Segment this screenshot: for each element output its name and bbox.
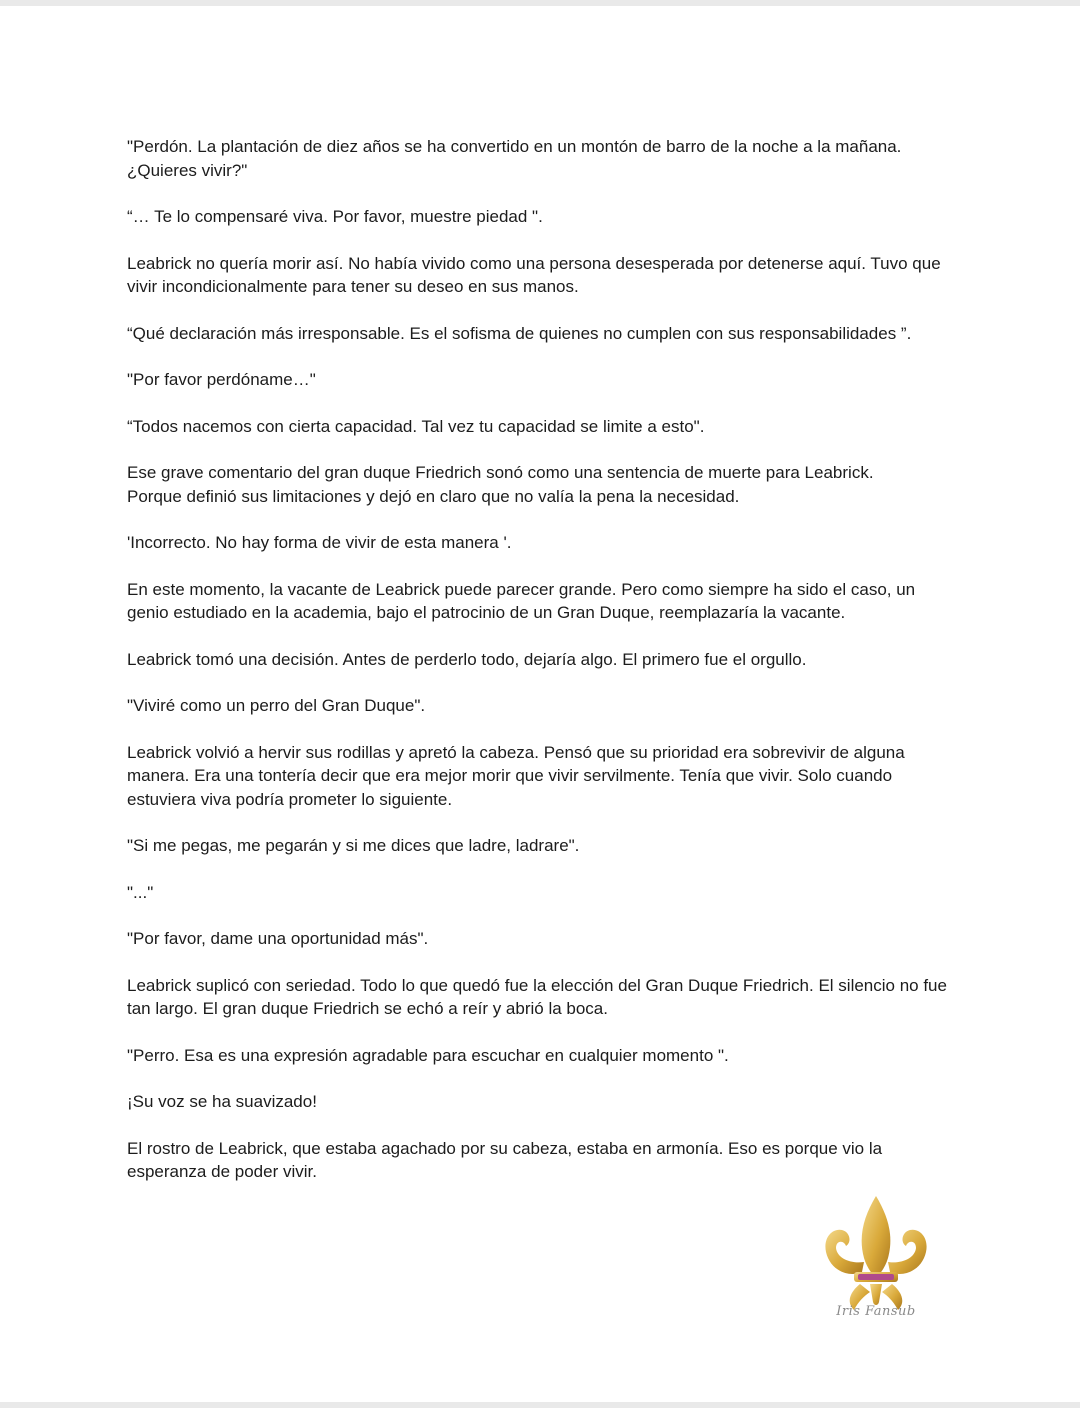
paragraph: "Si me pegas, me pegarán y si me dices que ladre, ladrare". <box>127 836 580 855</box>
paragraph: "Viviré como un perro del Gran Duque". <box>127 696 426 715</box>
paragraph: “… Te lo compensaré viva. Por favor, muestre piedad ". <box>127 207 543 226</box>
paragraph: "Por favor perdóname…" <box>127 370 316 389</box>
paragraph: “Qué declaración más irresponsable. Es el sofisma de quienes no cumplen con sus responsabilidades ”. <box>127 323 912 343</box>
paragraph: Leabrick suplicó con seriedad. Todo lo que quedó fue la elección del Gran Duque Friedrich. El silencio no fue tan largo. El gran duque Friedrich se echó a reír y abrió la boca. <box>127 975 947 1018</box>
signature: Iris Fansub <box>836 1304 916 1319</box>
paragraph: Ese grave comentario del gran duque Friedrich sonó como una sentencia de muerte para Leabrick. Porque definió sus limitaciones y dejó en claro que no valía la pena la necesidad. <box>127 463 874 506</box>
paragraph: Leabrick volvió a hervir sus rodillas y apretó la cabeza. Pensó que su prioridad era sobrevivir de alguna manera. Era una tontería decir que era mejor morir que vivir servilmente. Tenía que vivir. Solo cuando estuviera viva podría prometer lo siguiente. <box>127 742 905 809</box>
paragraph: Leabrick tomó una decisión. Antes de perderlo todo, dejaría algo. El primero fue el orgullo. <box>127 649 807 669</box>
document-page <box>0 6 1080 1402</box>
paragraph: El rostro de Leabrick, que estaba agachado por su cabeza, estaba en armonía. Eso es porque vio la esperanza de poder vivir. <box>127 1138 883 1181</box>
paragraph: ¡Su voz se ha suavizado! <box>127 1092 317 1111</box>
paragraph: "Por favor, dame una oportunidad más". <box>127 929 429 948</box>
paragraph: "Perdón. La plantación de diez años se ha convertido en un montón de barro de la noche a la mañana. ¿Quieres vivir?" <box>127 137 902 180</box>
paragraph: "Perro. Esa es una expresión agradable para escuchar en cualquier momento ". <box>127 1045 729 1065</box>
paragraph: 'Incorrecto. No hay forma de vivir de esta manera '. <box>127 533 512 552</box>
document-body <box>127 135 957 1207</box>
paragraph: Leabrick no quería morir así. No había vivido como una persona desesperada por detenerse aquí. Tuvo que vivir incondicionalmente para tener su deseo en sus manos. <box>127 253 941 296</box>
paragraph: "..." <box>127 882 154 902</box>
paragraph: En este momento, la vacante de Leabrick puede parecer grande. Pero como siempre ha sido el caso, un genio estudiado en la academia, bajo el patrocinio de un Gran Duque, reemplazaría la vacante. <box>127 579 916 622</box>
paragraph: “Todos nacemos con cierta capacidad. Tal vez tu capacidad se limite a esto". <box>127 416 705 436</box>
